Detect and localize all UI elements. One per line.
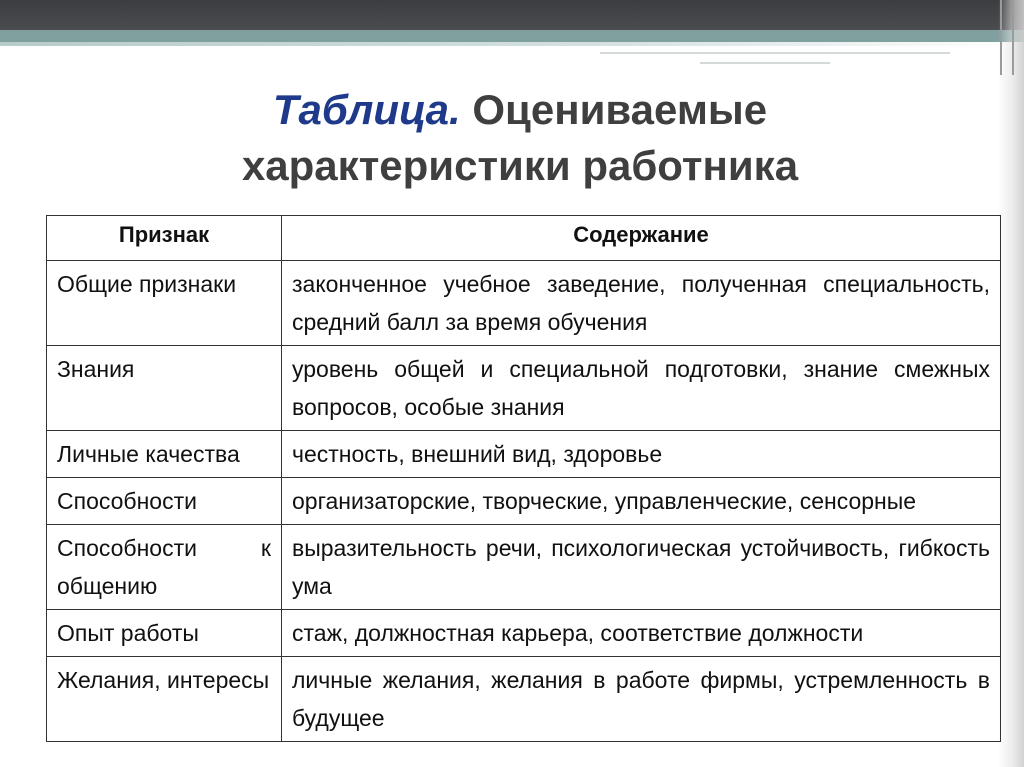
table-header-row [47,216,1001,261]
header-feature: Признак [47,216,282,261]
table-row [47,431,1001,478]
table-row [47,346,1001,431]
table-row [47,525,1001,610]
table-row [47,478,1001,525]
row-content: уровень общей и специальной подготовки, знание смежных вопросов, особые знания [282,346,1001,431]
characteristics-table [46,215,1001,742]
row-feature: Способности [47,478,282,525]
slide-edge-shadow [998,0,1024,767]
row-feature: Общие признаки [47,261,282,346]
slide-title [140,82,900,194]
top-dark-band [0,0,1024,30]
decorative-line [600,52,950,54]
top-accent-band [0,30,1024,42]
row-content: стаж, должностная карьера, соответствие должности [282,610,1001,657]
decorative-line [700,62,830,64]
edge-rule [1000,0,1002,75]
header-content: Содержание [282,216,1001,261]
row-feature: Способности к общению [47,525,282,610]
row-content: выразительность речи, психологическая устойчивость, гибкость ума [282,525,1001,610]
table-row [47,657,1001,742]
row-feature: Желания, интересы [47,657,282,742]
top-accent-fade [0,42,1024,46]
table-row [47,261,1001,346]
edge-rule [1012,0,1014,75]
row-feature: Знания [47,346,282,431]
row-feature: Опыт работы [47,610,282,657]
row-content: законченное учебное заведение, полученная специальность, средний балл за время обучения [282,261,1001,346]
table-row [47,610,1001,657]
row-content: организаторские, творческие, управленческие, сенсорные [282,478,1001,525]
row-content: личные желания, желания в работе фирмы, устремленность в будущее [282,657,1001,742]
title-text: Оцениваемые характеристики работника [241,86,799,189]
row-content: честность, внешний вид, здоровье [282,431,1001,478]
title-lead: Таблица. [272,86,461,133]
row-feature: Личные качества [47,431,282,478]
